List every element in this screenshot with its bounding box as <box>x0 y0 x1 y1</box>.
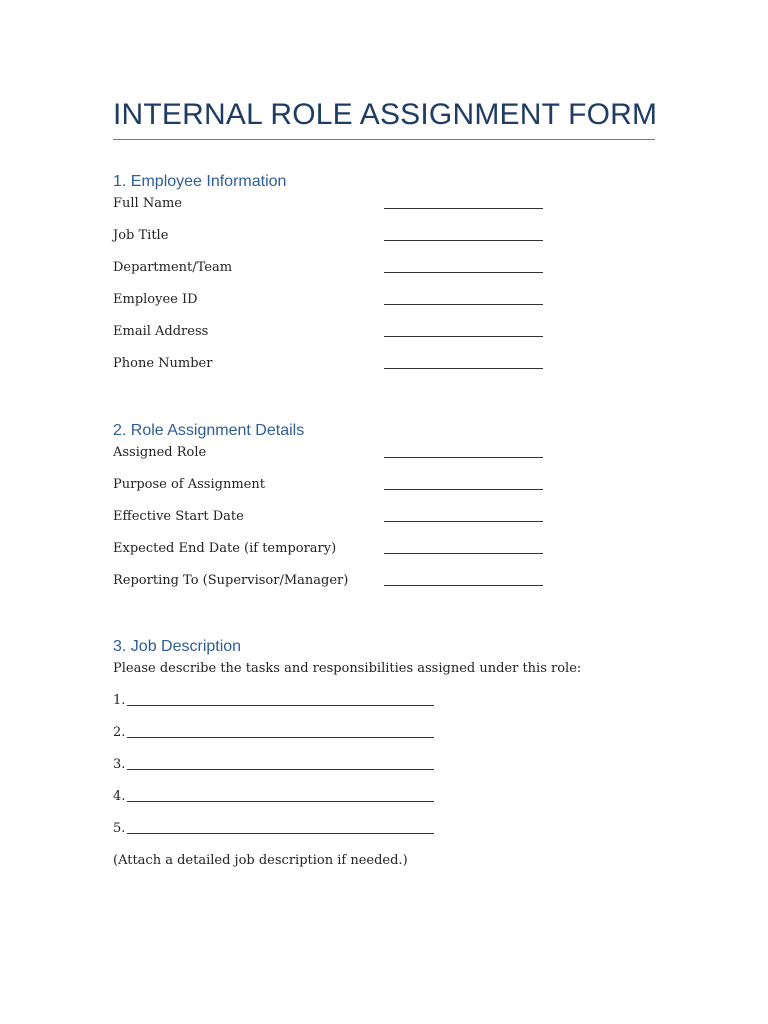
job-description-instructions: Please describe the tasks and responsibilities assigned under this role: <box>113 661 582 676</box>
field-purpose-of-assignment <box>113 475 655 507</box>
reporting-to-blank-line[interactable] <box>384 585 543 586</box>
page-title: INTERNAL ROLE ASSIGNMENT FORM <box>113 98 658 131</box>
task-number: 4. <box>113 789 126 804</box>
assigned-role-blank-line[interactable] <box>384 457 543 458</box>
phone-number-blank-line[interactable] <box>384 368 543 369</box>
employee-information-section <box>113 170 655 386</box>
field-label: Reporting To (Supervisor/Manager) <box>113 573 349 588</box>
employee-id-blank-line[interactable] <box>384 304 543 305</box>
field-job-title <box>113 226 655 258</box>
task-line-2 <box>113 723 655 755</box>
field-label: Full Name <box>113 196 182 211</box>
field-phone-number <box>113 354 655 386</box>
task-number: 2. <box>113 725 126 740</box>
task-number: 3. <box>113 757 126 772</box>
field-label: Job Title <box>113 228 169 243</box>
field-email-address <box>113 322 655 354</box>
task-line-3 <box>113 755 655 787</box>
field-label: Effective Start Date <box>113 509 244 524</box>
task-line-4 <box>113 787 655 819</box>
task-3-blank-line[interactable] <box>127 769 434 770</box>
role-assignment-section <box>113 419 655 603</box>
task-line-1 <box>113 691 655 723</box>
full-name-blank-line[interactable] <box>384 208 543 209</box>
job-description-section <box>113 635 655 871</box>
field-label: Email Address <box>113 324 209 339</box>
attachment-note: (Attach a detailed job description if needed.) <box>113 853 408 868</box>
field-label: Phone Number <box>113 356 213 371</box>
field-label: Purpose of Assignment <box>113 477 265 492</box>
task-4-blank-line[interactable] <box>127 801 434 802</box>
field-reporting-to <box>113 571 655 603</box>
section-heading-role-assignment: 2. Role Assignment Details <box>113 422 305 439</box>
field-label: Assigned Role <box>113 445 207 460</box>
field-label: Department/Team <box>113 260 233 275</box>
task-2-blank-line[interactable] <box>127 737 434 738</box>
task-line-5 <box>113 819 655 851</box>
field-expected-end-date <box>113 539 655 571</box>
field-full-name <box>113 194 655 226</box>
field-department-team <box>113 258 655 290</box>
field-effective-start-date <box>113 507 655 539</box>
end-date-blank-line[interactable] <box>384 553 543 554</box>
department-team-blank-line[interactable] <box>384 272 543 273</box>
start-date-blank-line[interactable] <box>384 521 543 522</box>
task-1-blank-line[interactable] <box>127 705 434 706</box>
field-label: Expected End Date (if temporary) <box>113 541 337 556</box>
section-heading-job-description: 3. Job Description <box>113 638 242 655</box>
task-number: 5. <box>113 821 126 836</box>
email-address-blank-line[interactable] <box>384 336 543 337</box>
task-number: 1. <box>113 693 126 708</box>
section-heading-employee-information: 1. Employee Information <box>113 173 287 190</box>
purpose-blank-line[interactable] <box>384 489 543 490</box>
task-5-blank-line[interactable] <box>127 833 434 834</box>
title-divider <box>113 139 655 140</box>
field-label: Employee ID <box>113 292 198 307</box>
field-employee-id <box>113 290 655 322</box>
field-assigned-role <box>113 443 655 475</box>
job-title-blank-line[interactable] <box>384 240 543 241</box>
